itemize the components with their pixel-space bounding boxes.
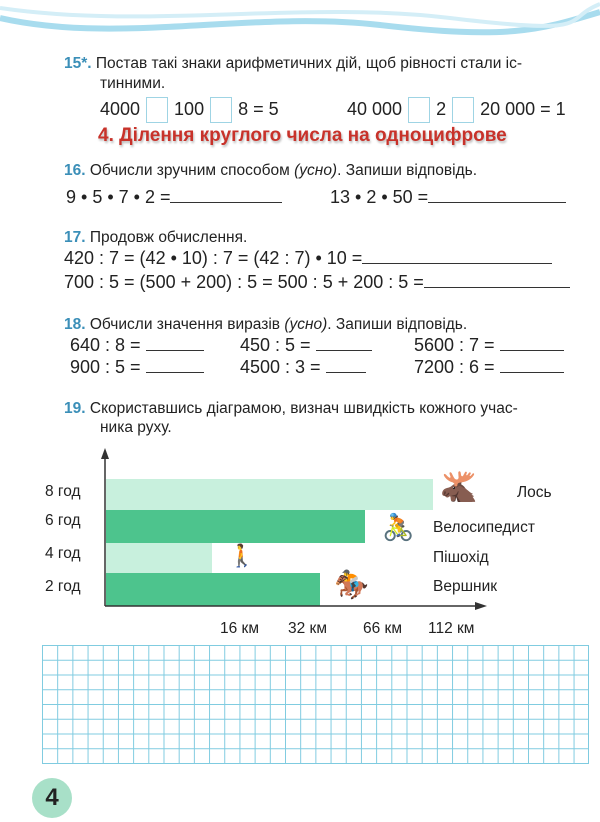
task-17-ex2: 700 : 5 = (500 + 200) : 5 = 500 : 5 + 200 : 5 = bbox=[64, 272, 570, 293]
answer-box[interactable] bbox=[146, 97, 168, 123]
task-17-text: 17. Продовж обчислення. bbox=[64, 229, 248, 246]
y-label: 2 год bbox=[45, 578, 81, 595]
task-15-text-cont: тинними. bbox=[100, 75, 166, 92]
answer-box[interactable] bbox=[452, 97, 474, 123]
pedestrian-icon: 🚶 bbox=[228, 543, 256, 568]
label-moose: Лось bbox=[517, 484, 552, 501]
answer-box[interactable] bbox=[210, 97, 232, 123]
answer-line[interactable] bbox=[500, 372, 564, 373]
answer-line[interactable] bbox=[146, 372, 204, 373]
expr: 450 : 5 = bbox=[240, 335, 311, 355]
y-label: 8 год bbox=[45, 483, 81, 500]
task-15-eq2: 40 000 2 20 000 = 1 bbox=[347, 97, 566, 123]
task-17-ex1: 420 : 7 = (42 • 10) : 7 = (42 : 7) • 10 = bbox=[64, 248, 552, 269]
task-15-eq1: 4000 100 8 = 5 bbox=[100, 97, 279, 123]
y-label: 4 год bbox=[45, 545, 81, 562]
expr: 4500 : 3 = bbox=[240, 357, 321, 377]
expr: 7200 : 6 = bbox=[414, 357, 495, 377]
answer-grid[interactable] bbox=[42, 645, 589, 764]
horse-rider-icon: 🏇 bbox=[334, 569, 369, 600]
task-18-text: 18. Обчисли значення виразів (усно). Запиши відповідь. bbox=[64, 316, 468, 333]
expr: 5600 : 7 = bbox=[414, 335, 495, 355]
answer-line[interactable] bbox=[316, 350, 372, 351]
label-pedestrian: Пішохід bbox=[433, 549, 489, 566]
moose-icon: 🫎 bbox=[440, 471, 478, 504]
cyclist-icon: 🚴 bbox=[382, 512, 415, 542]
answer-line[interactable] bbox=[424, 287, 570, 288]
page-number: 4 bbox=[32, 778, 72, 818]
answer-line[interactable] bbox=[326, 372, 366, 373]
expr: 640 : 8 = bbox=[70, 335, 141, 355]
x-tick: 66 км bbox=[363, 620, 402, 637]
task-19-text-cont: ника руху. bbox=[100, 419, 172, 436]
label-rider: Вершник bbox=[433, 578, 498, 595]
task-16-ex1: 9 • 5 • 7 • 2 = bbox=[66, 187, 282, 208]
x-tick: 32 км bbox=[288, 620, 327, 637]
answer-box[interactable] bbox=[408, 97, 430, 123]
header-wave bbox=[0, 0, 600, 45]
task-16-ex2: 13 • 2 • 50 = bbox=[330, 187, 566, 208]
answer-line[interactable] bbox=[500, 350, 564, 351]
answer-line[interactable] bbox=[362, 263, 552, 264]
label-cyclist: Велосипедист bbox=[433, 519, 535, 536]
x-tick: 16 км bbox=[220, 620, 259, 637]
answer-line[interactable] bbox=[428, 202, 566, 203]
task-19-text: 19. Скориставшись діаграмою, визнач швидкість кожного учас- bbox=[64, 400, 518, 417]
section-title: 4. Ділення круглого числа на одноцифрове bbox=[98, 125, 507, 146]
y-label: 6 год bbox=[45, 512, 81, 529]
task-15-text: 15*. Постав такі знаки арифметичних дій, щоб рівності стали іс- bbox=[64, 55, 523, 72]
task-16-text: 16. Обчисли зручним способом (усно). Запиши відповідь. bbox=[64, 162, 477, 179]
x-tick: 112 км bbox=[428, 620, 475, 637]
expr: 900 : 5 = bbox=[70, 357, 141, 377]
answer-line[interactable] bbox=[170, 202, 282, 203]
answer-line[interactable] bbox=[146, 350, 204, 351]
